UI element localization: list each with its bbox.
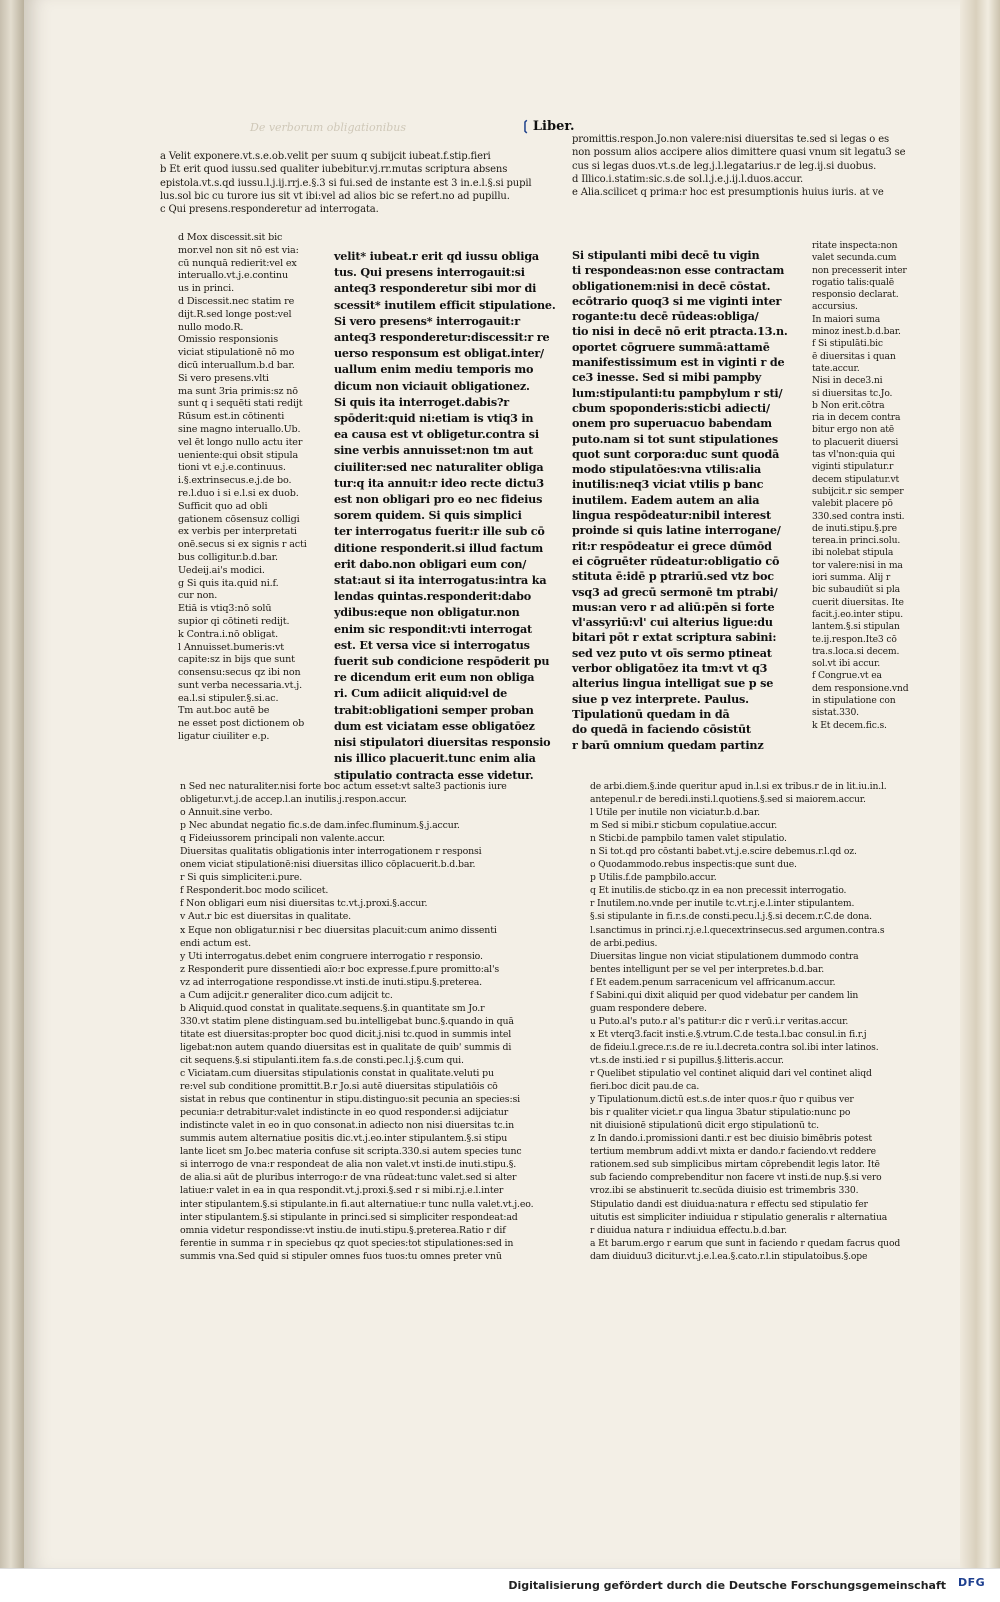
gloss-line: bus colligitur.b.d.bar. xyxy=(178,551,278,563)
gloss-line: vel ēt longo nullo actu iter xyxy=(178,436,303,448)
gloss-line: ex verbis per interpretati xyxy=(178,526,297,538)
text-line: ri. Cum adiicit aliquid:vel de xyxy=(334,686,508,701)
gloss-line: non precesserit inter xyxy=(812,264,907,276)
text-line: lum:stipulanti:tu pampbylum r sti/ xyxy=(572,385,783,400)
gloss-line: u Puto.al's puto.r al's patitur:r dic r verū.i.r veritas.accur. xyxy=(590,1015,849,1027)
gloss-line: lante licet sm Jo.bec materia confuse sit scripta.330.si autem species tunc xyxy=(180,1146,522,1158)
gloss-line: de arbi.pedius. xyxy=(590,937,658,949)
gloss-line: rationem.sed sub simplicibus mirtam cōprebendit legis lator. Itē xyxy=(590,1159,880,1171)
text-line: obligationem:nisi in decē cōstat. xyxy=(572,278,771,293)
gloss-line: bis r qualiter viciet.r qua lingua 3batur stipulatio:nunc po xyxy=(590,1107,851,1119)
text-line: modo stipulatōes:vna vtilis:alia xyxy=(572,462,762,477)
gloss-line: de inuti.stipu.§.pre xyxy=(812,522,897,534)
text-line: Si stipulanti mibi decē tu vigin xyxy=(572,248,760,262)
gloss-line: bitur ergo non atē xyxy=(812,424,895,436)
gloss-line: inter stipulantem.§.si stipulante in princi.sed si simpliciter respondeat:ad xyxy=(180,1211,518,1223)
text-line: lingua respōdeatur:nibil interest xyxy=(572,508,771,523)
text-line: tus. Qui presens interrogauit:si xyxy=(334,265,525,280)
gloss-line: n Sed nec naturaliter.nisi forte boc actum esset:vt salte3 pactionis iure xyxy=(180,781,507,792)
gloss-line: In maiori suma xyxy=(812,313,881,325)
gloss-line: r Inutilem.no.vnde per inutile tc.vt.r.j.e.l.inter stipulantem. xyxy=(590,898,855,910)
gloss-line: vroz.ibi se abstinuerit tc.secūda diuisio est trimembris 330. xyxy=(590,1185,859,1197)
gloss-line: k Contra.i.nō obligat. xyxy=(178,628,279,640)
running-head-text: Liber. xyxy=(532,119,575,134)
text-line: uallum enim mediu temporis mo xyxy=(334,362,534,377)
gloss-line: lantem.§.si stipulan xyxy=(812,621,900,633)
gloss-line: g Si quis ita.quid ni.f. xyxy=(178,577,279,589)
text-line: siue p vez interprete. Paulus. xyxy=(572,691,749,706)
gloss-line: de arbi.diem.§.inde queritur apud in.l.si ex tribus.r de in lit.iu.in.l. xyxy=(590,781,887,792)
text-line: Tipulationū quedam in dā xyxy=(572,706,730,721)
gloss-line: l Utile per inutile non viciatur.b.d.bar. xyxy=(590,807,760,819)
text-line: erit dabo.non obligari eum con/ xyxy=(334,556,527,571)
top-gloss-right xyxy=(572,133,932,199)
gloss-line: y Tipulationum.dictū est.s.de inter quos.r q̄uo r quibus ver xyxy=(590,1094,854,1106)
gloss-line: Diuersitas qualitatis obligationis inter interrogationem r responsi xyxy=(180,846,482,858)
gloss-line: v Aut.r bic est diuersitas in qualitate. xyxy=(180,911,351,923)
gloss-line: lus.sol bic cu turore ius sit vt ibi:vel ad alios bic se refert.no ad pupillu. xyxy=(160,190,510,202)
gloss-line: ma sunt 3ria primis:sz nō xyxy=(178,385,298,397)
gloss-line: tioni vt e.j.e.continuus. xyxy=(178,462,286,474)
book-fore-edge xyxy=(960,0,1000,1568)
gloss-line: subijcit.r sic semper xyxy=(812,485,904,497)
gloss-line: dicū interuallum.b.d bar. xyxy=(178,359,295,371)
gloss-line: cū nunquā redierit:vel ex xyxy=(178,257,297,269)
text-line: sine verbis annuisset:non tm aut xyxy=(334,443,534,458)
gloss-line: p Nec abundat negatio fic.s.de dam.infec.fluminum.§.j.accur. xyxy=(180,820,460,832)
gloss-line: tor valere:nisi in ma xyxy=(812,559,903,571)
gloss-right-narrow xyxy=(812,240,930,732)
gloss-line: non possum alios accipere alios dimittere quasi vnum sit legatu3 se xyxy=(572,147,906,159)
gloss-line: tate.accur. xyxy=(812,362,860,374)
gloss-line: omnia videtur respondisse:vt instiu.de inuti.stipu.§.preterea.Ratio r dif xyxy=(180,1224,506,1236)
gloss-line: cit sequens.§.si stipulanti.item fa.s.de consti.pec.l.j.§.cum qui. xyxy=(180,1054,464,1066)
text-line: ditione responderit.si illud factum xyxy=(334,540,544,555)
gloss-line: dam diuiduu3 dicitur.vt.j.e.l.ea.§.cato.r.l.in stipulatoibus.§.ope xyxy=(590,1250,868,1262)
text-line: ciuiliter:sed nec naturaliter obliga xyxy=(334,459,544,474)
gloss-line: onē.secus si ex signis r acti xyxy=(178,539,307,551)
gloss-line: d Discessit.nec statim re xyxy=(178,295,295,307)
gloss-line: facit.j.eo.inter stipu. xyxy=(812,608,903,620)
gloss-line: accursius. xyxy=(812,301,858,313)
gloss-line: cur non. xyxy=(178,590,218,602)
gloss-line: vt.s.de insti.ied r si pupillus.§.litteris.accur. xyxy=(590,1054,784,1066)
gloss-line: i.§.extrinsecus.e.j.de bo. xyxy=(178,475,292,487)
text-line: lendas quintas.responderit:dabo xyxy=(334,589,531,604)
gloss-line: §.si stipulante in fi.r.s.de consti.pecu.l.j.§.si decem.r.C.de dona. xyxy=(590,911,872,923)
gloss-line: in stipulatione con xyxy=(812,694,896,706)
gloss-line: titate est diuersitas:propter boc quod dicit.j.nisi tc.quod in summis intel xyxy=(180,1028,512,1040)
gloss-line: summis autem alternatiue positis dic.vt.j.eo.inter stipulantem.§.si stipu xyxy=(180,1133,508,1145)
gloss-line: o Quodammodo.rebus inspectis:que sunt due. xyxy=(590,859,797,871)
text-line: proinde si quis latine interrogane/ xyxy=(572,523,781,538)
text-line: Si quis ita interroget.dabis?r xyxy=(334,394,509,409)
gloss-line: guam respondere debere. xyxy=(590,1002,707,1014)
text-line: Si vero presens* interrogauit:r xyxy=(334,313,520,328)
gloss-line: d Mox discessit.sit bic xyxy=(178,232,283,243)
text-line: inutilem. Eadem autem an alia xyxy=(572,492,760,507)
gloss-line: mor.vel non sit nō est via: xyxy=(178,244,299,256)
text-line: scessit* inutilem efficit stipulatione. xyxy=(334,297,556,312)
gloss-line: bentes intelligunt per se vel per interpretes.b.d.bar. xyxy=(590,963,824,975)
text-line: oportet cōgruere summā:attamē xyxy=(572,339,770,354)
text-line: ea causa est vt obligetur.contra si xyxy=(334,427,539,442)
gloss-line: q Et inutilis.de sticbo.qz in ea non precessit interrogatio. xyxy=(590,885,847,897)
gloss-line: ne esset post dictionem ob xyxy=(178,718,305,730)
gloss-line: Si vero presens.vlti xyxy=(178,372,269,384)
text-line: spōderit:quid ni:etiam is vtiq3 in xyxy=(334,411,534,426)
gloss-line: z Responderit pure dissentiedi aīo:r boc expresse.f.pure promitto:al's xyxy=(180,963,500,975)
text-line: anteq3 responderetur:discessit:r re xyxy=(334,330,550,345)
gloss-line: Etiā is vtiq3:nō solū xyxy=(178,603,272,615)
text-line: stipulatio contracta esse videtur. xyxy=(334,767,534,782)
gloss-line: viciat stipulationē nō mo xyxy=(178,347,295,359)
gloss-line: f Congrue.vt ea xyxy=(812,670,882,682)
gloss-line: a Cum adijcit.r generaliter dico.cum adijcit tc. xyxy=(180,989,393,1001)
text-line: uerso responsum est obligat.inter/ xyxy=(334,346,544,361)
gloss-bottom-left xyxy=(180,780,580,1263)
gloss-line: b Et erit quod iussu.sed qualiter iubebitur.vj.rr.mutas scriptura absens xyxy=(160,164,508,176)
gloss-line: interuallo.vt.j.e.continu xyxy=(178,270,288,282)
gloss-line: epistola.vt.s.qd iussu.l.j.ij.rrj.e.§.3 si fui.sed de instante est 3 in.e.l.§.si pupil xyxy=(160,177,532,189)
text-line: velit* iubeat.r erit qd iussu obliga xyxy=(334,249,539,263)
dfg-logo: DFG xyxy=(958,1576,986,1589)
gloss-line: a Velit exponere.vt.s.e.ob.velit per suum q subijcit iubeat.f.stip.fieri xyxy=(160,151,491,162)
gloss-line: ē diuersitas i quan xyxy=(812,350,896,362)
text-line: verbor obligatōez ita tm:vt vt q3 xyxy=(572,661,768,676)
gloss-line: Nisi in dece3.ni xyxy=(812,375,883,387)
gloss-line: ria in decem contra xyxy=(812,412,901,424)
gloss-line: inter stipulantem.§.si stipulante.in fi.aut alternatiue:r tunc nulla valet.vt.j.eo. xyxy=(180,1198,534,1210)
gloss-line: d Illico.i.statim:sic.s.de sol.l.j.e.j.ij.l.duos.accur. xyxy=(572,173,804,185)
bracket-mark-icon: ❲ xyxy=(520,119,531,134)
gloss-line: r diuidua natura r indiuidua effectu.b.d.bar. xyxy=(590,1224,787,1236)
gloss-line: minoz inest.b.d.bar. xyxy=(812,326,901,338)
text-line: onem pro superuacuo babendam xyxy=(572,416,772,431)
text-line: ecōtrario quoq3 si me viginti inter xyxy=(572,293,782,308)
gloss-line: de fideiu.l.grece.r.s.de re iu.l.decreta.contra sol.ibi inter latinos. xyxy=(590,1041,879,1053)
text-line: puto.nam si tot sunt stipulationes xyxy=(572,431,778,446)
gloss-line: re.l.duo i si e.l.si ex duob. xyxy=(178,487,299,499)
gloss-line: Uedeij.ai's modici. xyxy=(178,564,265,576)
gloss-line: m Sed si mibi.r sticbum copulatiue.accur. xyxy=(590,820,777,832)
gloss-line: Rūsum est.in cōtinenti xyxy=(178,411,285,423)
gloss-line: gationem cōsensuz colligi xyxy=(178,513,300,525)
text-line: ce3 inesse. Sed si mibi pampby xyxy=(572,370,762,385)
gloss-line: ea.l.si stipuler.§.si.ac. xyxy=(178,692,279,704)
gloss-line: dem responsione.vnd xyxy=(812,682,909,694)
text-line: vsq3 ad grecū sermonē tm ptrabi/ xyxy=(572,584,778,599)
gloss-line: c Viciatam.cum diuersitas stipulationis constat in qualitate.veluti pu xyxy=(180,1068,494,1080)
funding-notice: Digitalisierung gefördert durch die Deutsche Forschungsgemeinschaft xyxy=(508,1579,946,1592)
gloss-line: z In dando.i.promissioni danti.r est bec diuisio bimēbris potest xyxy=(590,1133,872,1145)
gloss-line: capite:sz in bijs que sunt xyxy=(178,654,295,666)
gloss-line: 330.vt statim plene distinguam.sed bu.intelligebat bunc.§.quando in quā xyxy=(180,1015,514,1027)
gloss-line: p Utilis.f.de pampbilo.accur. xyxy=(590,872,717,884)
gloss-line: sistat.330. xyxy=(812,707,859,719)
gloss-line: terea.in princi.solu. xyxy=(812,535,901,547)
gloss-left-narrow xyxy=(178,232,328,744)
text-line: nis illico placuerit.tunc enim alia xyxy=(334,751,536,766)
gloss-line: l.sanctimus in princi.r.j.e.l.quecextrinsecus.sed argumen.contra.s xyxy=(590,924,885,936)
gloss-line: l Annuisset.bumeris:vt xyxy=(178,641,284,653)
gloss-line: sunt q i sequēti stati redijt xyxy=(178,398,303,410)
digitization-footer xyxy=(0,1568,1000,1602)
gloss-line: tra.s.loca.si decem. xyxy=(812,645,900,657)
gloss-line: iori summa. Alij r xyxy=(812,572,891,584)
gloss-line: us in princi. xyxy=(178,283,234,295)
gloss-line: r Quelibet stipulatio vel continet aliquid dari vel continet aliqd xyxy=(590,1068,872,1080)
gloss-line: f Non obligari eum nisi diuersitas tc.vt.j.proxi.§.accur. xyxy=(180,898,428,910)
gloss-line: sine magno interuallo.Ub. xyxy=(178,423,301,435)
gloss-line: antepenul.r de beredi.insti.l.quotiens.§.sed si maiorem.accur. xyxy=(590,794,866,806)
gloss-line: cuerit diuersitas. Ite xyxy=(812,596,904,608)
gloss-line: nit diuisionē stipulationū dicit ergo stipulationū tc. xyxy=(590,1120,819,1132)
gloss-line: ligatur ciuiliter e.p. xyxy=(178,731,270,743)
gloss-line: tas vl'non:quia qui xyxy=(812,449,895,461)
text-line: alterius lingua intelligat sue p se xyxy=(572,676,774,691)
text-line: stat:aut si ita interrogatus:intra ka xyxy=(334,573,547,588)
text-line: sorem quidem. Si quis simplici xyxy=(334,508,522,523)
gloss-line: fieri.boc dicit pau.de ca. xyxy=(590,1081,700,1093)
gloss-line: ibi nolebat stipula xyxy=(812,547,894,559)
gloss-line: uitutis est simpliciter indiuidua r stipulatio generalis r alternatiua xyxy=(590,1211,888,1223)
text-line: inutilis:neq3 viciat vtilis p banc xyxy=(572,477,764,492)
gloss-line: f Si stipulāti.bic xyxy=(812,338,883,350)
gloss-line: 330.sed contra insti. xyxy=(812,510,905,522)
gloss-line: f Sabini.qui dixit aliquid per quod videbatur per candem lin xyxy=(590,989,859,1001)
text-line: ei cōgruēter rūdeatur:obligatio cō xyxy=(572,553,780,568)
text-line: bitari pōt r extat scriptura sabini: xyxy=(572,630,777,645)
text-line: fuerit sub condicione respōderit pu xyxy=(334,654,550,669)
gloss-line: n Sticbi.de pampbilo tamen valet stipulatio. xyxy=(590,833,787,845)
text-line: stituta ē:idē p ptrariū.sed vtz boc xyxy=(572,569,774,584)
gloss-bottom-right xyxy=(590,780,930,1263)
text-line: est non obligari pro eo nec fideius xyxy=(334,492,543,507)
text-line: manifestissimum est in viginti r de xyxy=(572,355,785,370)
gloss-line: indistincte valet in eo in quo consonat.in adiecto non nisi diuersitas tc.in xyxy=(180,1120,514,1132)
gloss-line: ligebat:non autem quando diuersitas est in qualitate de quib' summis di xyxy=(180,1041,512,1053)
gloss-line: tertium membrum addi.vt mixta er dando.r faciendo.vt reddere xyxy=(590,1146,876,1158)
gloss-line: o Annuit.sine verbo. xyxy=(180,807,273,819)
gloss-line: a Et barum.ergo r earum que sunt in faciendo r quedam facrus quod xyxy=(590,1237,901,1249)
gloss-line: onem viciat stipulationē:nisi diuersitas illico cōplacuerit.b.d.bar. xyxy=(180,859,476,871)
gloss-line: f Et eadem.penum sarracenicum vel affricanum.accur. xyxy=(590,976,836,988)
text-line: mus:an vero r ad aliū:pēn si forte xyxy=(572,599,775,614)
gloss-line: Diuersitas lingue non viciat stipulationem dummodo contra xyxy=(590,950,859,962)
text-line: enim sic respondit:vti interrogat xyxy=(334,621,532,636)
gloss-line: rogatio talis:qualē xyxy=(812,276,895,288)
gloss-line: supior qi cōtineti redijt. xyxy=(178,615,290,627)
gloss-line: Stipulatio dandi est diuidua:natura r effectu sed stipulatio fer xyxy=(590,1198,868,1210)
text-line: nisi stipulatori diuersitas responsio xyxy=(334,735,551,750)
text-line: trabit:obligationi semper proban xyxy=(334,702,534,717)
main-text-right-column xyxy=(572,248,804,753)
text-line: re dicendum erit eum non obliga xyxy=(334,670,535,685)
text-line: quot sunt corpora:duc sunt quodā xyxy=(572,446,780,461)
gloss-line: nullo modo.R. xyxy=(178,321,244,333)
gloss-line: valet secunda.cum xyxy=(812,252,897,264)
gloss-line: decem stipulatur.vt xyxy=(812,473,900,485)
gloss-line: re:vel sub conditione promittit.B.r Jo.si autē diuersitas stipulatiōis cō xyxy=(180,1081,498,1093)
gloss-line: r Si quis simpliciter.i.pure. xyxy=(180,872,303,884)
gloss-line: sub faciendo comprebenditur non facere vt insti.de nup.§.si vero xyxy=(590,1172,882,1184)
gloss-line: sunt verba necessaria.vt.j. xyxy=(178,679,302,691)
gloss-line: x Et vterq3.facit insti.e.§.vtrum.C.de testa.l.bac consul.in fi.r.j xyxy=(590,1028,867,1040)
gloss-line: f Responderit.boc modo scilicet. xyxy=(180,885,329,897)
gloss-line: cus si legas duos.vt.s.de leg.j.l.legatarius.r de leg.ij.si duobus. xyxy=(572,160,877,172)
gloss-line: bic subaudiūt si pla xyxy=(812,584,901,596)
gloss-line: viginti stipulatur.r xyxy=(812,461,894,473)
text-line: cbum spoponderis:sticbi adiecti/ xyxy=(572,400,770,415)
text-line: do quedā in faciendo cōsistūt xyxy=(572,722,751,737)
text-line: anteq3 responderetur sibi mor di xyxy=(334,281,537,296)
gloss-line: sistat in rebus que continentur in stipu.distinguo:sit pecunia an species:si xyxy=(180,1094,520,1106)
gloss-line: k Et decem.fic.s. xyxy=(812,719,887,731)
gloss-line: b Aliquid.quod constat in qualitate.sequens.§.in quantitate sm Jo.r xyxy=(180,1002,485,1014)
gloss-line: Tm aut.boc autē be xyxy=(178,705,270,717)
gloss-line: sol.vt ibi accur. xyxy=(812,658,881,670)
text-line: est. Et versa vice si interrogatus xyxy=(334,637,530,652)
main-text-left-column xyxy=(334,248,566,783)
gloss-line: n Si tot.qd pro cōstanti babet.vt.j.e.scire debemus.r.l.qd oz. xyxy=(590,846,857,858)
gloss-line: to placuerit diuersi xyxy=(812,436,899,448)
text-line: tur:q ita annuit:r ideo recte dictu3 xyxy=(334,475,544,490)
gloss-line: valebit placere pō xyxy=(812,498,893,510)
top-gloss-left xyxy=(160,150,580,216)
text-line: rogante:tu decē rūdeas:obliga/ xyxy=(572,309,759,324)
gloss-line: ueniente:qui obsit stipula xyxy=(178,449,299,461)
gloss-line: promittis.respon.Jo.non valere:nisi diuersitas te.sed si legas o es xyxy=(572,134,889,145)
text-line: tio nisi in decē nō erit ptracta.13.n. xyxy=(572,324,788,339)
gloss-line: pecunia:r detrabitur:valet indistincte in eo quod responder.si adijciatur xyxy=(180,1107,509,1119)
gloss-line: b Non erit.cōtra xyxy=(812,399,885,411)
gloss-line: si diuersitas tc.Jo. xyxy=(812,387,893,399)
text-line: ti respondeas:non esse contractam xyxy=(572,263,785,278)
gloss-line: c Qui presens.responderetur ad interrogata. xyxy=(160,204,379,216)
text-line: dum est viciatam esse obligatōez xyxy=(334,718,535,733)
gloss-line: y Uti interrogatus.debet enim congruere interrogatio r responsio. xyxy=(180,950,483,962)
gloss-line: endi actum est. xyxy=(180,937,251,949)
gloss-line: de alia.si aūt de pluribus interrogo:r de vna rūdeat:tunc valet.sed si alter xyxy=(180,1172,517,1184)
gloss-line: te.ij.respon.Ite3 cō xyxy=(812,633,897,645)
gloss-line: si interrogo de vna:r respondeat de alia non valet.vt insti.de inuti.stipu.§. xyxy=(180,1159,517,1171)
gloss-line: Omissio responsionis xyxy=(178,334,278,346)
gloss-line: consensu:secus qz ibi non xyxy=(178,667,301,679)
text-line: ter interrogatus fuerit:r ille sub cō xyxy=(334,524,545,539)
running-head xyxy=(520,119,575,134)
text-line: vl'assyriū:vl' cui alterius ligue:du xyxy=(572,615,773,630)
ghost-running-head: De verborum obligationibus xyxy=(250,121,406,134)
text-line: dicum non viciauit obligationez. xyxy=(334,378,530,393)
gloss-line: latiue:r valet in ea in qua respondit.vt.j.proxi.§.sed r si mibi.r.j.e.l.inter xyxy=(180,1185,504,1197)
gloss-line: responsio declarat. xyxy=(812,289,899,301)
gloss-line: summis vna.Sed quid si stipuler omnes fuos tuos:tu omnes preter vnū xyxy=(180,1250,502,1262)
text-line: rit:r respōdeatur ei grece dūmōd xyxy=(572,538,772,553)
text-line: ydibus:eque non obligatur.non xyxy=(334,605,520,620)
gloss-line: x Eque non obligatur.nisi r bec diuersitas placuit:cum animo dissenti xyxy=(180,924,497,936)
gloss-line: e Alia.scilicet q prima:r hoc est presumptionis huius iuris. at ve xyxy=(572,187,884,199)
gloss-line: Sufficit quo ad obli xyxy=(178,500,268,512)
gloss-line: ritate inspecta:non xyxy=(812,240,898,251)
text-line: sed vez puto vt oīs sermo ptineat xyxy=(572,645,772,660)
text-line: r barū omnium quedam partinz xyxy=(572,737,764,752)
gloss-line: obligetur.vt.j.de accep.l.an inutilis.j.respon.accur. xyxy=(180,794,407,806)
book-spine-edge xyxy=(0,0,24,1568)
gloss-line: q Fideiussorem principali non valente.accur. xyxy=(180,833,385,845)
gloss-line: dijt.R.sed longe post:vel xyxy=(178,308,292,320)
gloss-line: ferentie in summa r in speciebus qz quot species:tot stipulationes:sed in xyxy=(180,1237,514,1249)
gloss-line: vz ad interrogatione respondisse.vt insti.de inuti.stipu.§.preterea. xyxy=(180,976,482,988)
